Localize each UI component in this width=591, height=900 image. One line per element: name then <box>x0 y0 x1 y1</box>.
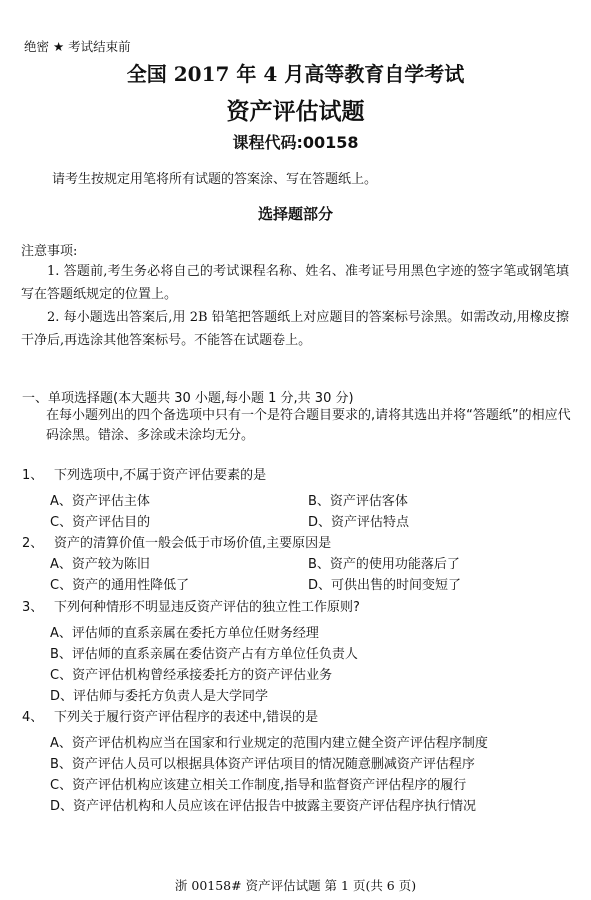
note-item: 2. 每小题选出答案后,用 2B 铅笔把答题纸上对应题目的答案标号涂黑。如需改动,用橡皮擦干净后,再选涂其他答案标号。不能答在试题卷上。 <box>21 310 569 348</box>
answer-instruction: 请考生按规定用笔将所有试题的答案涂、写在答题纸上。 <box>52 172 378 187</box>
section-title: 一、单项选择题(本大题共 30 小题,每小题 1 分,共 30 分) <box>22 391 354 406</box>
confidential-label: 绝密 ★ 考试结束前 <box>24 39 131 54</box>
option-d: D、资产评估特点 <box>308 515 410 530</box>
question-text: 资产的清算价值一般会低于市场价值,主要原因是 <box>54 536 332 551</box>
option-c: C、资产评估机构应该建立相关工作制度,指导和监督资产评估程序的履行 <box>50 778 467 793</box>
question-stem <box>22 532 331 551</box>
subject-title: 资产评估试题 <box>226 99 365 125</box>
question-number: 4、 <box>22 710 44 725</box>
question-number: 2、 <box>22 536 44 551</box>
option-a: A、评估师的直系亲属在委托方单位任财务经理 <box>50 626 319 641</box>
part-title: 选择题部分 <box>257 205 333 223</box>
option-b: B、评估师的直系亲属在委估资产占有方单位任负责人 <box>50 647 358 662</box>
option-d: D、资产评估机构和人员应该在评估报告中披露主要资产评估程序执行情况 <box>50 799 477 814</box>
option-a: A、资产较为陈旧 <box>50 557 150 572</box>
option-c: C、资产评估机构曾经承接委托方的资产评估业务 <box>50 668 333 683</box>
option-b: B、资产评估客体 <box>308 494 408 509</box>
question-number: 3、 <box>22 600 44 615</box>
option-c: C、资产的通用性降低了 <box>50 578 190 593</box>
option-d: D、评估师与委托方负责人是大学同学 <box>50 689 269 704</box>
notes-heading: 注意事项: <box>21 244 78 259</box>
option-c: C、资产评估目的 <box>50 515 151 530</box>
option-b: B、资产的使用功能落后了 <box>308 557 460 572</box>
question-text: 下列选项中,不属于资产评估要素的是 <box>54 468 267 483</box>
exam-title: 全国 2017 年 4 月高等教育自学考试 <box>126 62 465 86</box>
question-number: 1、 <box>22 468 44 483</box>
course-code: 课程代码:00158 <box>232 133 359 152</box>
question-stem <box>22 596 360 615</box>
page-footer: 浙 00158# 资产评估试题 第 1 页(共 6 页) <box>174 878 417 893</box>
option-a: A、资产评估机构应当在国家和行业规定的范围内建立健全资产评估程序制度 <box>50 736 488 751</box>
question-stem <box>22 706 318 725</box>
question-text: 下列关于履行资产评估程序的表述中,错误的是 <box>54 710 319 725</box>
option-a: A、资产评估主体 <box>50 494 150 509</box>
option-b: B、资产评估人员可以根据具体资产评估项目的情况随意删减资产评估程序 <box>50 757 475 772</box>
option-d: D、可供出售的时间变短了 <box>308 578 462 593</box>
question-text: 下列何种情形不明显违反资产评估的独立性工作原则? <box>54 600 360 615</box>
section-description: 在每小题列出的四个备选项中只有一个是符合题目要求的,请将其选出并将“答题纸”的相应代码涂黑。错涂、多涂或未涂均无分。 <box>46 408 571 443</box>
question-stem <box>22 464 266 483</box>
note-item: 1. 答题前,考生务必将自己的考试课程名称、姓名、准考证号用黑色字迹的签字笔或钢笔填写在答题纸规定的位置上。 <box>21 264 569 302</box>
